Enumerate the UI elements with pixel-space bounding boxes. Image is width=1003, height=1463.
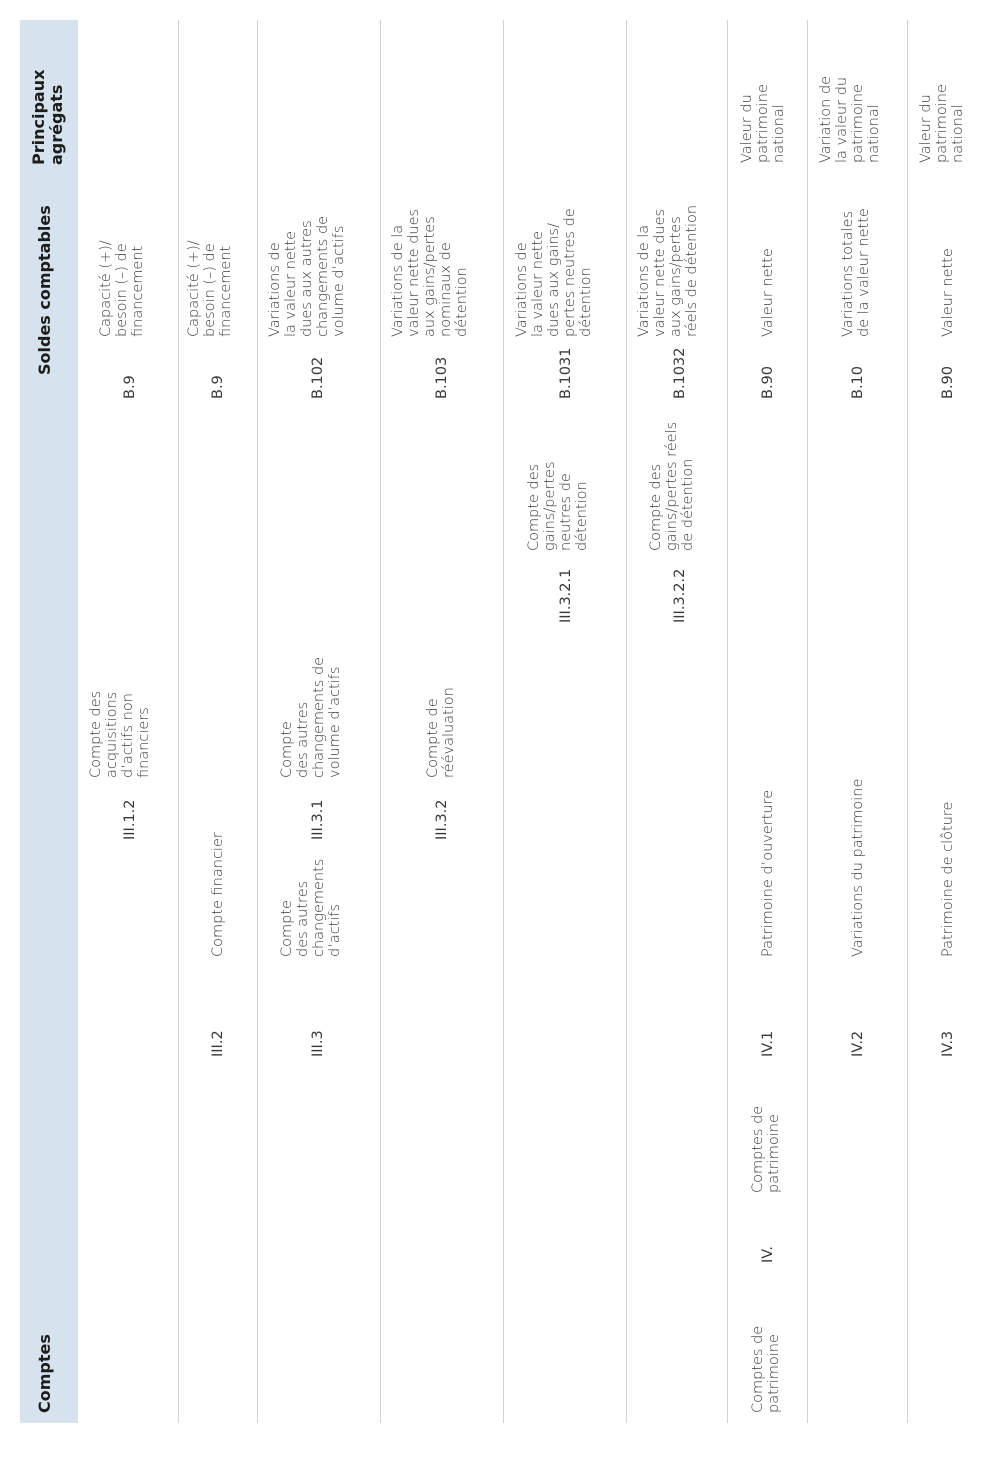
account-code: III.3.1 bbox=[310, 799, 326, 840]
balance-label: Capacité (+)/ besoin (–) de financement bbox=[98, 240, 146, 337]
account-code: III.2 bbox=[210, 1030, 226, 1057]
balance-code: B.90 bbox=[760, 365, 776, 399]
row-divider bbox=[807, 20, 808, 1423]
account-code: IV.3 bbox=[940, 1030, 956, 1057]
header-soldes: Soldes comptables bbox=[35, 205, 54, 375]
balance-label: Variations de la valeur nette dues aux gains/pertes réels de détention bbox=[636, 204, 700, 337]
balance-label: Valeur nette bbox=[940, 248, 956, 337]
header-agregats: Principaux agrégats bbox=[29, 69, 66, 165]
account-label: Compte des acquisitions d’actifs non financiers bbox=[88, 690, 152, 778]
balance-code: B.1031 bbox=[558, 347, 574, 399]
account-label: Compte des autres changements de volume d’actifs bbox=[279, 656, 343, 778]
account-label: Compte des gains/pertes réels de détention bbox=[648, 421, 696, 551]
account-label: Compte de réévaluation bbox=[425, 687, 457, 778]
account-code: III.3.2.1 bbox=[558, 568, 574, 623]
balance-code: B.10 bbox=[850, 365, 866, 399]
balance-label: Valeur nette bbox=[760, 248, 776, 337]
row-divider bbox=[626, 20, 627, 1423]
balance-code: B.103 bbox=[434, 356, 450, 399]
balance-label: Capacité (+)/ besoin (–) de financement bbox=[186, 240, 234, 337]
account-label: Patrimoine de clôture bbox=[940, 801, 956, 957]
balance-code: B.90 bbox=[940, 365, 956, 399]
balance-code: B.1032 bbox=[672, 347, 688, 399]
aggregate-label: Variation de la valeur du patrimoine national bbox=[818, 75, 882, 163]
account-code: III.3 bbox=[310, 1030, 326, 1057]
account-label: Variations du patrimoine bbox=[850, 778, 866, 957]
account-label: Patrimoine d’ouverture bbox=[760, 789, 776, 957]
balance-code: B.102 bbox=[310, 356, 326, 399]
row-divider bbox=[907, 20, 908, 1423]
balance-label: Variations totales de la valeur nette bbox=[840, 208, 872, 337]
aggregate-label: Valeur du patrimoine national bbox=[739, 84, 787, 163]
account-code: IV. bbox=[760, 1246, 776, 1263]
balance-label: Variations de la valeur nette dues aux autres changements de volume d’actifs bbox=[267, 215, 347, 337]
header-band-main bbox=[20, 210, 78, 1423]
header-comptes: Comptes bbox=[35, 1334, 54, 1413]
account-label: Compte des autres changements d’actifs bbox=[279, 858, 343, 957]
account-code: III.3.2 bbox=[434, 799, 450, 840]
account-label: Compte des gains/pertes neutres de détention bbox=[526, 461, 590, 551]
aggregate-label: Valeur du patrimoine national bbox=[918, 84, 966, 163]
balance-label: Variations de la valeur nette dues aux gains/pertes nominaux de détention bbox=[390, 208, 470, 337]
balance-code: B.9 bbox=[210, 375, 226, 399]
account-code: IV.2 bbox=[850, 1030, 866, 1057]
account-label: Compte financier bbox=[210, 832, 226, 957]
row-divider bbox=[503, 20, 504, 1423]
balance-label: Variations de la valeur nette dues aux gains/ pertes neutres de détention bbox=[514, 208, 594, 337]
row-divider bbox=[257, 20, 258, 1423]
row-divider bbox=[727, 20, 728, 1423]
account-code: III.3.2.2 bbox=[672, 568, 688, 623]
row-divider bbox=[178, 20, 179, 1423]
account-code: IV.1 bbox=[760, 1030, 776, 1057]
row-divider bbox=[380, 20, 381, 1423]
account-group-label: Comptes de patrimoine bbox=[750, 1325, 782, 1413]
balance-code: B.9 bbox=[122, 375, 138, 399]
account-code: III.1.2 bbox=[122, 799, 138, 840]
account-label: Comptes de patrimoine bbox=[750, 1105, 782, 1193]
